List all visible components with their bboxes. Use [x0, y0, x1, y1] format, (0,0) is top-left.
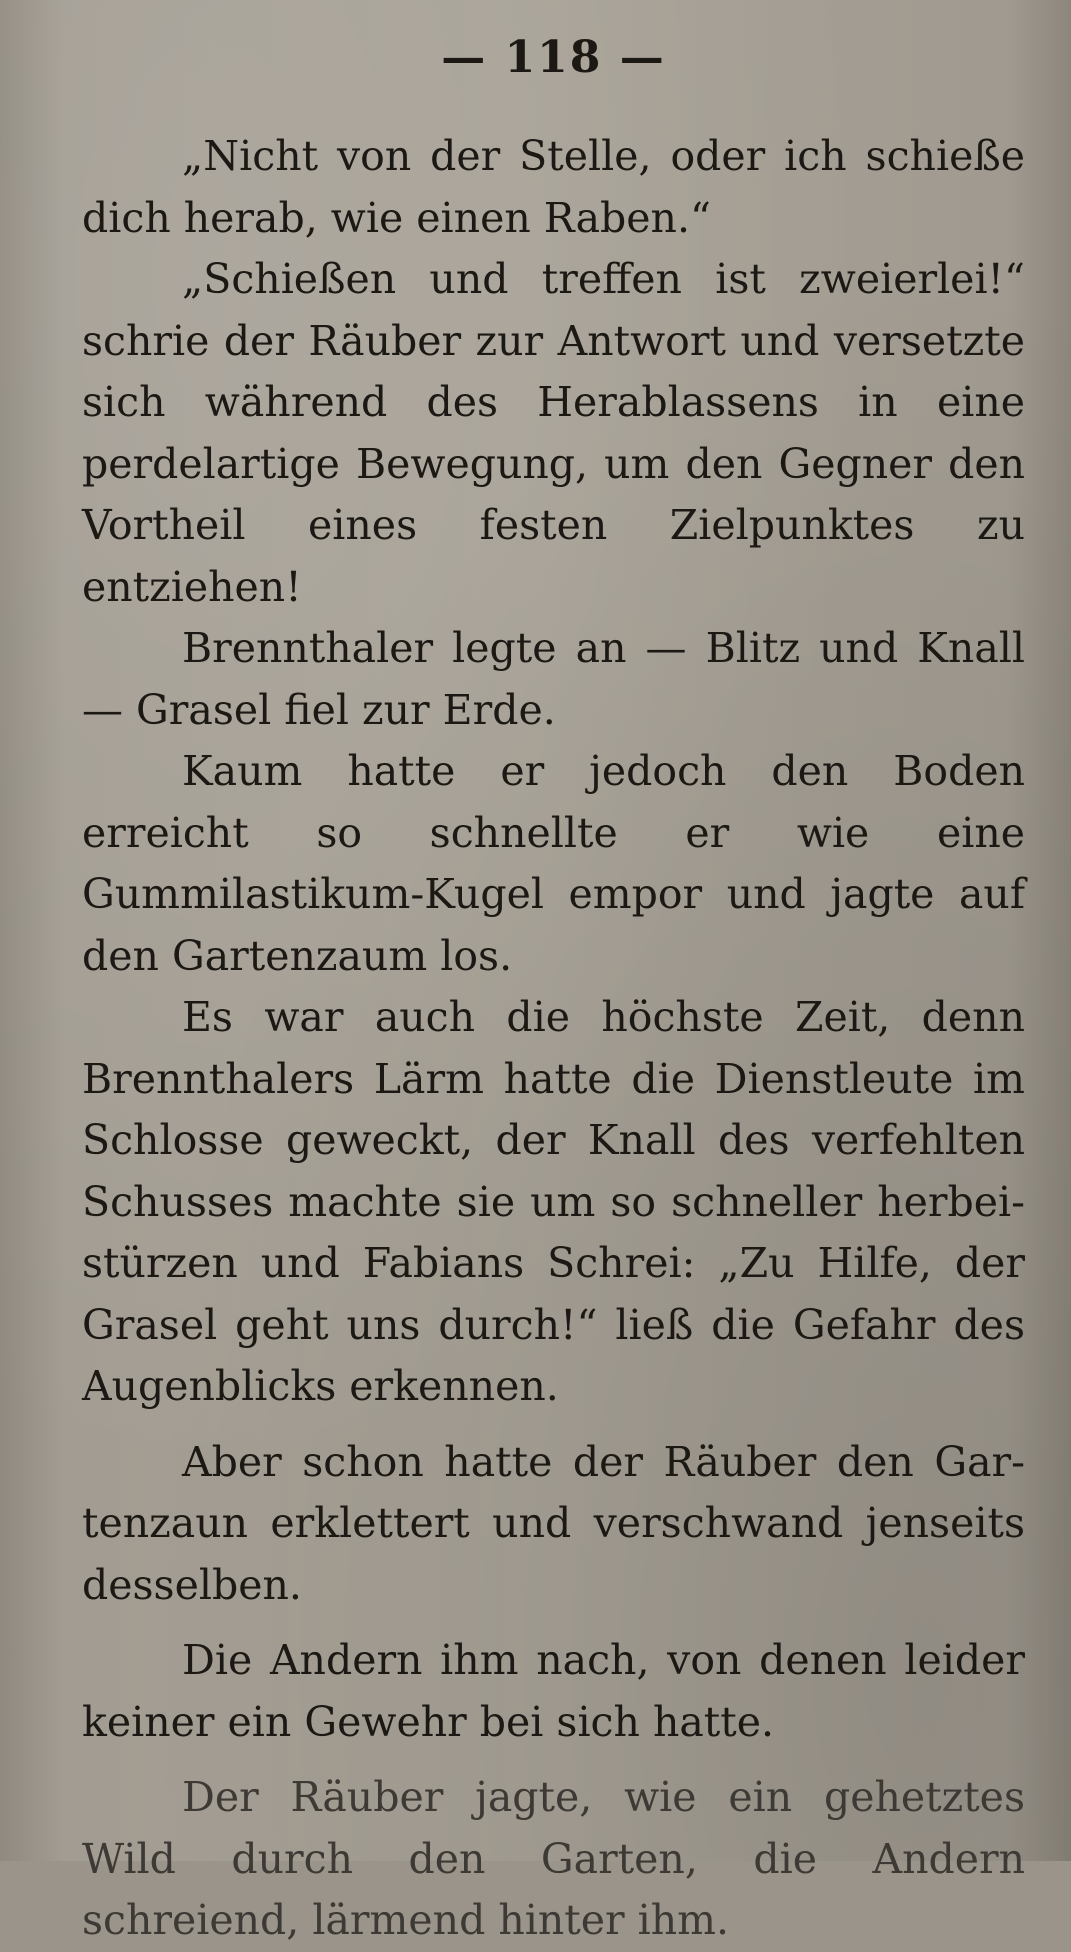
paragraph-7: Die Andern ihm nach, von denen leider keiner ein Gewehr bei sich hatte. — [82, 1636, 1025, 1746]
paragraph-6: Aber schon hatte der Räuber den Gartenzaun erklettert und verschwand jenseits desselben. — [82, 1437, 1025, 1609]
paragraph-4: Kaum hatte er jedoch den Boden erreicht so schnellte er wie eine Gummilastikum-Kugel empor und jagte auf den Gartenzaum los. — [82, 747, 1025, 980]
paragraph-8: Der Räuber jagte, wie ein gehetztes Wild durch den Garten, die Andern schreiend, lärmend hinter ihm. — [82, 1773, 1025, 1944]
page-text — [82, 126, 1025, 1952]
paragraph-1: „Nicht von der Stelle, oder ich schieße dich herab, wie einen Raben.“ — [82, 132, 1025, 242]
paragraph-3: Brennthaler legte an — Blitz und Knall — Grasel fiel zur Erde. — [82, 624, 1025, 734]
page-number: — 118 — — [441, 32, 666, 83]
paragraph-2: „Schießen und treffen ist zweierlei!“ schrie der Räuber zur Antwort und versetzte sich während des Herablassens in eine perdelartige Bewegung, um den Gegner den Vortheil eines festen Zielpunktes zu entziehen! — [82, 255, 1025, 611]
paragraph-5: Es war auch die höchste Zeit, denn Brennthalers Lärm hatte die Dienstleute im Schlosse geweckt, der Knall des verfehlten Schusses machte sie um so schneller herbeistürzen und Fabians Schrei: „Zu Hilfe, der Grasel geht uns durch!“ ließ die Gefahr des Augenblicks erkennen. — [82, 993, 1025, 1410]
